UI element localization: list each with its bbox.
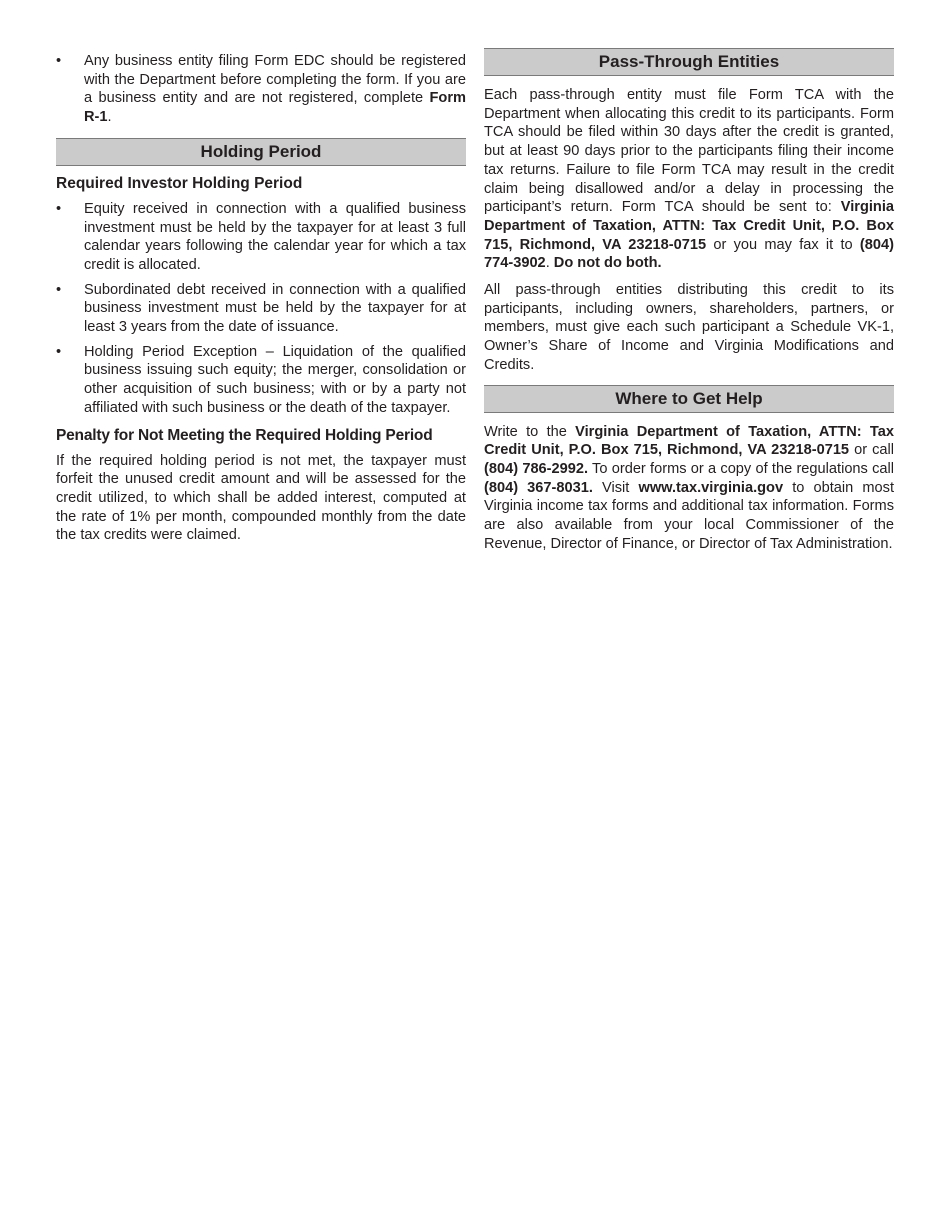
pass-through-paragraph-2: All pass-through entities distributing this credit to its participants, including owners, shareholders, partners, or members, must give each such participant a Schedule VK-1, Owner’s Share of Income and Virginia Modifications and Credits. (484, 282, 894, 373)
registration-text: Any business entity filing Form EDC should be registered with the Department before completing the form. If you are a business entity and are not registered, complete (84, 53, 466, 107)
help-phone-1: (804) 786-2992. (484, 460, 589, 477)
where-to-get-help-heading: Where to Get Help (484, 385, 894, 413)
mailing-address: Virginia Department of Taxation, ATTN: Tax Credit Unit, P.O. Box 715, Richmond, VA 23218-0715 (484, 199, 894, 253)
do-not-do-both: Do not do both. (553, 255, 662, 272)
holding-period-heading: Holding Period (56, 138, 466, 166)
registration-end: . (107, 109, 112, 126)
holding-bullet-exception: • Holding Period Exception – Liquidation of the qualified business issuing such equity; the merger, consolidation or other acquisition of such business; with or by a party not affiliated with such business or the death of the taxpayer. (56, 343, 466, 418)
holding-bullet-debt: • Subordinated debt received in connection with a qualified business investment must be held by the taxpayer for at least 3 years from the date of issuance. (56, 281, 466, 337)
registration-bullet (56, 52, 466, 127)
help-paragraph (484, 423, 894, 554)
period-text: . (545, 255, 554, 272)
right-column (484, 48, 894, 561)
holding-bullet-equity: • Equity received in connection with a qualified business investment must be held by the taxpayer for at least 3 full calendar years following the calendar year for which a tax credit is allocated. (56, 200, 466, 275)
help-text-5: to obtain most Virginia income tax forms and additional tax information. Forms are also available from your local Commissioner of the Revenue, Director of Finance, or Director of Tax Administration. (484, 479, 894, 552)
penalty-subheading: Penalty for Not Meeting the Required Holding Period (56, 426, 433, 444)
form-r1-reference: Form R-1 (84, 90, 466, 126)
help-website: www.tax.virginia.gov (638, 479, 784, 496)
help-address: Virginia Department of Taxation, ATTN: Tax Credit Unit, P.O. Box 715, Richmond, VA 23218-0715 (484, 423, 894, 459)
penalty-paragraph: If the required holding period is not met, the taxpayer must forfeit the unused credit amount and will be assessed for the credit utilized, to which shall be added interest, computed at the rate of 1% per month, compounded monthly from the date the tax credits were claimed. (56, 452, 466, 544)
pass-through-heading: Pass-Through Entities (484, 48, 894, 76)
left-column (56, 48, 466, 553)
pass-through-paragraph-1 (484, 86, 894, 273)
required-holding-subheading: Required Investor Holding Period (56, 174, 303, 192)
pass-through-text: Each pass-through entity must file Form TCA with the Department when allocating this credit to its participants. Form TCA should be filed within 30 days after the credit is granted, but at least 90 days prior to the participants filing their income tax returns. Failure to file Form TCA may result in the credit claim being disallowed and/or a delay in processing the participant’s return. Form TCA should be sent to: (484, 87, 894, 216)
help-text-3: To order forms or a copy of the regulations call (588, 460, 894, 477)
help-text-4: Visit (592, 479, 639, 496)
fax-number: (804) 774-3902 (484, 236, 894, 272)
help-text-2: or call (849, 442, 895, 459)
help-text-1: Write to the (484, 423, 576, 440)
fax-text: or you may fax it to (706, 236, 860, 253)
help-phone-2: (804) 367-8031. (484, 479, 593, 496)
